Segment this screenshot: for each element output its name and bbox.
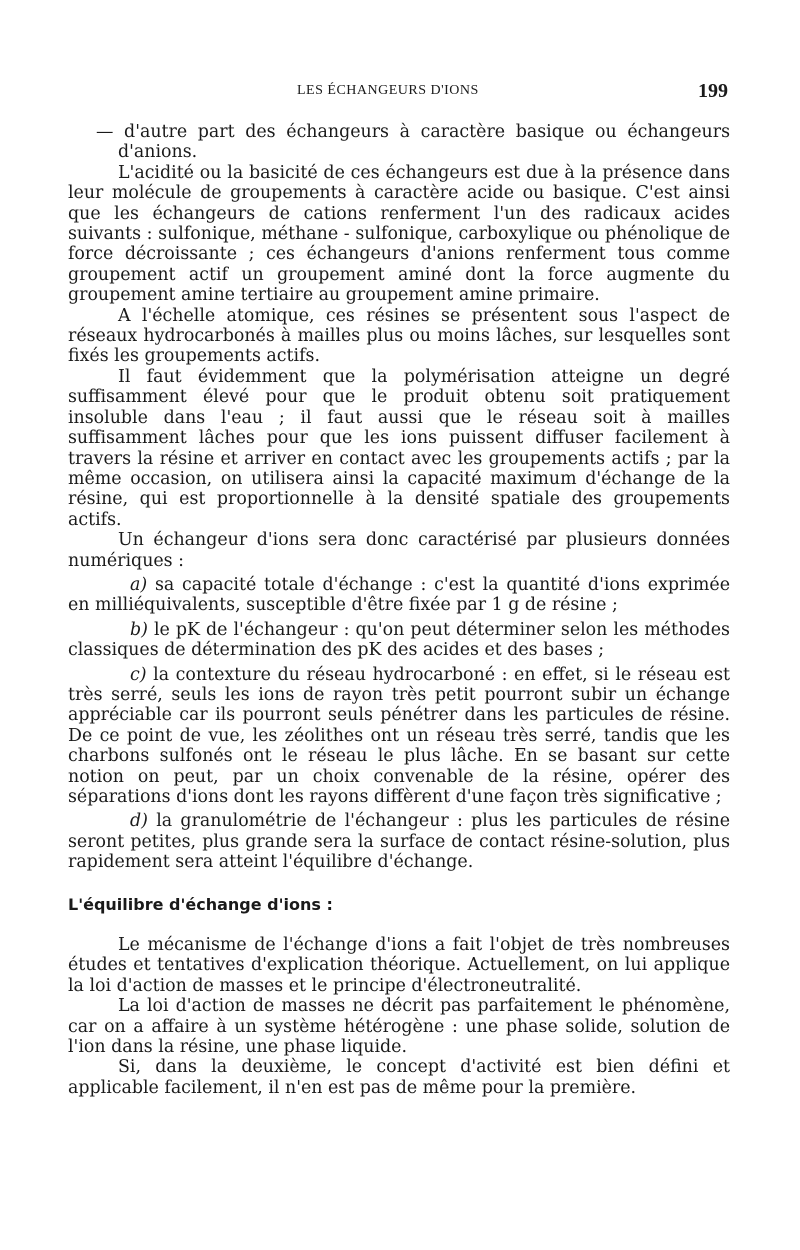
list-item bbox=[68, 575, 730, 616]
paragraph: La loi d'action de masses ne décrit pas parfaitement le phénomène, car on a affaire à un système hétérogène : une phase solide, solution de l'ion dans la résine, une phase liquide. bbox=[68, 996, 730, 1058]
list-item bbox=[68, 665, 730, 808]
list-marker: c) bbox=[130, 664, 147, 685]
page-number: 199 bbox=[698, 80, 728, 102]
paragraph: Il faut évidemment que la polymérisation atteigne un degré suffisamment élevé pour que le produit obtenu soit pratiquement insoluble dans l'eau ; il faut aussi que le réseau soit à mailles suffisamment lâches pour que les ions puissent diffuser facilement à travers la résine et arriver en contact avec les groupements actifs ; par la même occasion, on utilisera ainsi la capacité maximum d'échange de la résine, qui est proportionnelle à la densité spatiale des groupements actifs. bbox=[68, 366, 730, 530]
paragraph-dash: — d'autre part des échangeurs à caractère basique ou échangeurs d'anions. bbox=[96, 122, 730, 163]
running-title: LES ÉCHANGEURS D'IONS bbox=[297, 83, 479, 98]
list-marker: b) bbox=[130, 619, 148, 640]
paragraph: Le mécanisme de l'échange d'ions a fait l'objet de très nombreuses études et tentatives d'explication théorique. Actuellement, on lui applique la loi d'action de masses et le principe d'électroneutralité. bbox=[68, 935, 730, 996]
paragraph: Un échangeur d'ions sera donc caractérisé par plusieurs données numériques : bbox=[68, 530, 730, 571]
section-heading: L'équilibre d'échange d'ions : bbox=[68, 894, 333, 914]
paragraph: L'acidité ou la basicité de ces échangeurs est due à la présence dans leur molécule de groupements à caractère acide ou basique. C'est ainsi que les échangeurs de cations renferment l'un des radicaux acides suivants : sulfonique, méthane - sulfonique, carboxylique ou phénolique de force décroissante ; ces échangeurs d'anions renferment tous comme groupement actif un groupement aminé dont la force augmente du groupement amine tertiaire au groupement amine primaire. bbox=[68, 162, 730, 306]
list-item-text: le pK de l'échangeur : qu'on peut déterminer selon les méthodes classiques de détermination des pK des acides et des bases ; bbox=[68, 619, 730, 661]
list-marker: d) bbox=[130, 811, 148, 832]
list-item-text: la granulométrie de l'échangeur : plus les particules de résine seront petites, plus grande sera la surface de contact résine-solution, plus rapidement sera atteint l'équilibre d'échange. bbox=[68, 811, 730, 873]
paragraph: Si, dans la deuxième, le concept d'activité est bien défini et applicable facilement, il n'en est pas de même pour la première. bbox=[68, 1057, 730, 1098]
list-item bbox=[68, 620, 730, 661]
list-item bbox=[68, 811, 730, 872]
paragraph: A l'échelle atomique, ces résines se présentent sous l'aspect de réseaux hydrocarbonés à mailles plus ou moins lâches, sur lesquelles sont fixés les groupements actifs. bbox=[68, 305, 730, 367]
list-item-text: la contexture du réseau hydrocarboné : en effet, si le réseau est très serré, seuls les ions de rayon très petit pourront subir un échange appréciable car ils pourront seuls pénétrer dans les particules de résine. De ce point de vue, les zéolithes ont un réseau très serré, tandis que les charbons sulfonés ont le réseau le plus lâche. En se basant sur cette notion on peut, par un choix convenable de la résine, opérer des séparations d'ions dont les rayons diffèrent d'une façon très significative ; bbox=[68, 664, 730, 807]
list-marker: a) bbox=[130, 574, 148, 595]
list-item-text: sa capacité totale d'échange : c'est la quantité d'ions exprimée en milliéquivalents, susceptible d'être fixée par 1 g de résine ; bbox=[68, 574, 730, 616]
page-body bbox=[68, 122, 730, 1098]
